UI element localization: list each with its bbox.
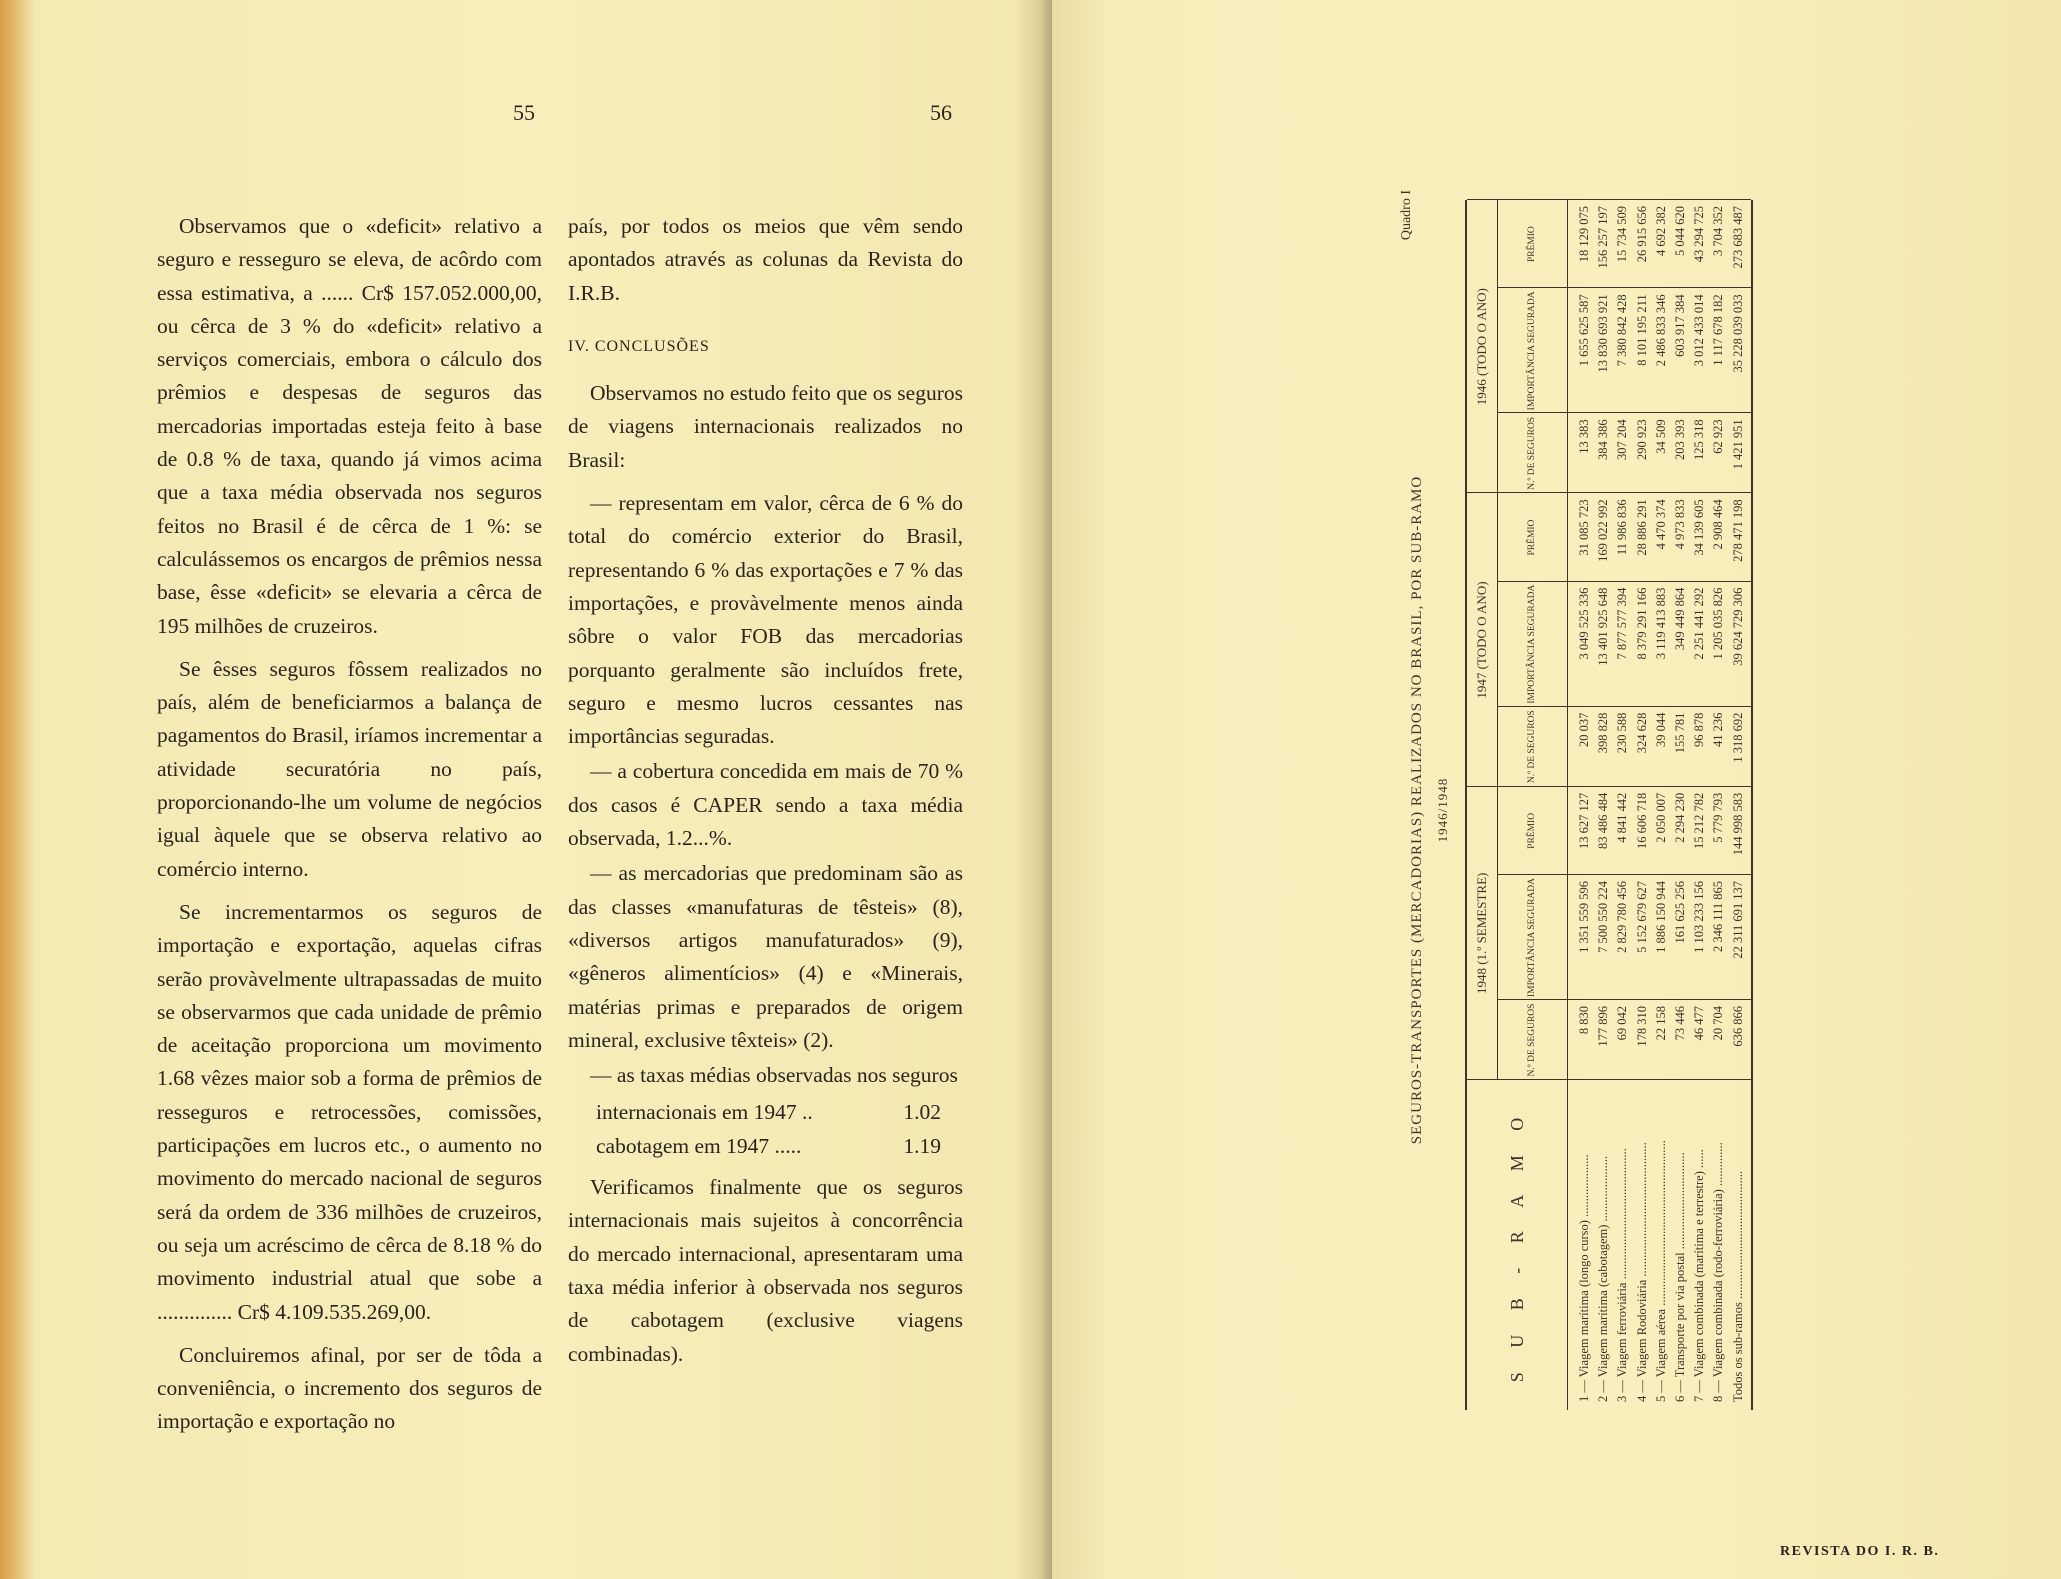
table-cell: 13 383 bbox=[1577, 419, 1591, 454]
book-gutter bbox=[1015, 0, 1052, 1579]
table-cell: 2 050 007 bbox=[1653, 792, 1668, 843]
table-cell: 603 917 384 bbox=[1673, 294, 1687, 357]
row-label: Todos os sub-ramos ......................................... bbox=[1730, 1170, 1745, 1402]
table-cell: 8 379 291 166 bbox=[1634, 587, 1649, 660]
table-cell: 324 628 bbox=[1634, 712, 1649, 754]
table-cell: 26 915 656 bbox=[1634, 206, 1649, 263]
table-cell: 203 393 bbox=[1673, 419, 1687, 460]
column-header: IMPORTÂNCIA SEGURADA bbox=[1497, 581, 1568, 707]
table-cell: 290 923 bbox=[1634, 419, 1649, 460]
table-cell: 96 878 bbox=[1692, 712, 1707, 748]
paragraph: país, por todos os meios que vêm sendo apontados através as colunas da Revista do I.R.B. bbox=[568, 214, 963, 305]
table-cell: 273 683 487 bbox=[1730, 206, 1745, 269]
table-cell: 7 500 550 224 bbox=[1596, 881, 1611, 953]
rate-value: 1.19 bbox=[903, 1133, 941, 1158]
table-cell: 230 588 bbox=[1615, 712, 1630, 754]
column-header: N.º DE SEGUROS bbox=[1497, 412, 1568, 493]
table-cell: 15 212 782 bbox=[1692, 792, 1707, 849]
table-cell: 8 101 195 211 bbox=[1634, 294, 1649, 366]
table-cell: 4 692 382 bbox=[1653, 206, 1668, 257]
table-cell: 3 119 413 883 bbox=[1653, 587, 1668, 660]
table-cell: 13 830 693 921 bbox=[1596, 294, 1611, 373]
text-column-left bbox=[157, 210, 542, 1449]
table-cell: 15 734 509 bbox=[1615, 206, 1630, 263]
table-cell: 18 129 075 bbox=[1577, 206, 1591, 263]
table-cell: 4 973 833 bbox=[1673, 499, 1687, 550]
table-title: SEGUROS-TRANSPORTES (MERCADORIAS) REALIZADOS NO BRASIL, POR SUB-RAMO bbox=[1409, 475, 1425, 1145]
table-cell: 41 236 bbox=[1711, 712, 1726, 748]
page-number-56: 56 bbox=[930, 100, 952, 125]
table-cell: 1 421 951 bbox=[1730, 419, 1745, 470]
table-cell: 278 471 198 bbox=[1730, 499, 1745, 562]
table-cell: 2 294 230 bbox=[1673, 792, 1687, 843]
table-cell: 11 986 836 bbox=[1615, 499, 1630, 556]
table-cell: 83 486 484 bbox=[1596, 792, 1611, 849]
table-cell: 398 828 bbox=[1596, 712, 1611, 754]
column-header: PRÊMIO bbox=[1497, 199, 1568, 288]
table-cell: 1 351 559 596 bbox=[1577, 881, 1591, 953]
row-label: 4 — Viagem Rodoviária ........................................... bbox=[1634, 1142, 1649, 1402]
text-column-right bbox=[568, 210, 963, 1381]
table-cell: 1 886 150 944 bbox=[1653, 881, 1668, 953]
table-cell: 2 486 833 346 bbox=[1653, 294, 1668, 367]
rate-line-cabotagem bbox=[568, 1130, 963, 1163]
table-cell: 20 037 bbox=[1577, 712, 1591, 748]
table-cell: 155 781 bbox=[1673, 712, 1687, 754]
table-cell: 178 310 bbox=[1634, 1006, 1649, 1047]
table-cell: 1 318 692 bbox=[1730, 712, 1745, 763]
table-cell: 3 012 433 014 bbox=[1692, 294, 1707, 367]
table-subtitle: 1946/1948 bbox=[1435, 777, 1450, 843]
rate-line-international bbox=[568, 1096, 963, 1129]
row-label: 1 — Viagem marítima (longo curso) .................... bbox=[1577, 1154, 1591, 1402]
table-cell: 43 294 725 bbox=[1692, 206, 1707, 263]
bullet-paragraph: — as mercadorias que predominam são as das classes «manufaturas de têsteis» (8), «diversos artigos manufaturados» (9), «gêneros alimentícios» (4) e «Minerais, matérias primas e preparados de origem mineral, exclusive têxteis» (2). bbox=[568, 861, 963, 1052]
table-cell: 1 655 625 587 bbox=[1577, 294, 1591, 367]
table-cell: 7 877 577 394 bbox=[1615, 587, 1630, 660]
bullet-paragraph: — representam em valor, cêrca de 6 % do total do comércio exterior do Brasil, representando 6 % das exportações e 7 % das importações, e provàvelmente menos ainda sôbre o valor FOB das mercadorias porquanto geralmente são incluídos frete, seguro e mesmo lucros cessantes nas importâncias seguradas. bbox=[568, 491, 963, 749]
table-cell: 3 704 352 bbox=[1711, 206, 1726, 257]
bullet-paragraph: — as taxas médias observadas nos seguros bbox=[590, 1063, 958, 1088]
table-cell: 2 251 441 292 bbox=[1692, 587, 1707, 660]
table-cell: 636 866 bbox=[1730, 1006, 1745, 1047]
table-cell: 35 228 039 033 bbox=[1730, 294, 1745, 373]
table-cell: 20 704 bbox=[1711, 1006, 1726, 1041]
section-heading: IV. CONCLUSÕES bbox=[568, 337, 710, 355]
year-header: 1947 (TODO O ANO) bbox=[1467, 492, 1498, 786]
table-cell: 34 509 bbox=[1653, 419, 1668, 454]
table-cell: 13 401 925 648 bbox=[1596, 587, 1611, 666]
year-header: 1946 (TODO O ANO) bbox=[1467, 199, 1498, 493]
table-cell: 31 085 723 bbox=[1577, 499, 1591, 556]
table-cell: 46 477 bbox=[1692, 1006, 1707, 1041]
row-label: 7 — Viagem combinada (marítima e terrestre) ...... bbox=[1692, 1149, 1707, 1402]
table-cell: 22 158 bbox=[1653, 1006, 1668, 1041]
table-cell: 73 446 bbox=[1673, 1006, 1687, 1041]
table-cell: 4 470 374 bbox=[1653, 499, 1668, 550]
paragraph: Observamos que o «deficit» relativo a seguro e resseguro se eleva, de acôrdo com essa estimativa, a ...... Cr$ 157.052.000,00, ou cêrca de 3 % do «deficit» relativo a serviços comerciais, embora o cálculo dos prêmios e despesas de seguros das mercadorias importadas esteja feito à base de 0.8 % de taxa, quando já vimos acima que a taxa média observada nos seguros feitos no Brasil é de cêrca de 1 %: se calculássemos os encargos de prêmios nessa base, êsse «deficit» se elevaria a cêrca de 195 milhões de cruzeiros. bbox=[157, 214, 542, 638]
table-cell: 16 606 718 bbox=[1634, 792, 1649, 849]
table-cell: 2 908 464 bbox=[1711, 499, 1726, 550]
rate-label: internacionais em 1947 .. bbox=[596, 1100, 813, 1125]
table-row bbox=[1731, 1080, 1753, 1410]
row-label: 2 — Viagem marítima (cabotagem) ..................... bbox=[1596, 1155, 1611, 1402]
table-cell: 169 022 992 bbox=[1596, 499, 1611, 562]
row-label: 3 — Viagem ferroviária .......................................... bbox=[1615, 1148, 1630, 1402]
table-cell: 384 386 bbox=[1596, 419, 1611, 460]
paragraph: Concluiremos afinal, por ser de tôda a conveniência, o incremento dos seguros de importação e exportação no bbox=[157, 1342, 542, 1434]
page-edge bbox=[0, 0, 36, 1579]
table-cell: 1 205 035 826 bbox=[1711, 587, 1726, 660]
year-header: 1948 (1.º SEMESTRE) bbox=[1467, 786, 1498, 1080]
table-cell: 7 380 842 428 bbox=[1615, 294, 1630, 367]
table-cell: 39 624 729 306 bbox=[1730, 587, 1745, 666]
paragraph: Verificamos finalmente que os seguros internacionais mais sujeitos à concorrência do mercado internacional, apresentaram uma taxa média inferior à observada nos seguros de cabotagem (exclusive viagens combinadas). bbox=[568, 1175, 963, 1366]
table-cell: 2 829 780 456 bbox=[1615, 881, 1630, 953]
row-label: 8 — Viagem combinada (rodo-ferroviária) .............. bbox=[1711, 1142, 1726, 1402]
page-number-55: 55 bbox=[513, 100, 535, 125]
table-cell: 144 998 583 bbox=[1730, 792, 1745, 856]
table-cell: 69 042 bbox=[1615, 1006, 1630, 1041]
table-cell: 13 627 127 bbox=[1577, 792, 1591, 849]
table-cell: 5 152 679 627 bbox=[1634, 881, 1649, 953]
rate-value: 1.02 bbox=[903, 1100, 941, 1125]
table-cell: 22 311 691 137 bbox=[1730, 881, 1745, 959]
table-cell: 2 346 111 865 bbox=[1711, 881, 1726, 952]
column-header: IMPORTÂNCIA SEGURADA bbox=[1497, 287, 1568, 413]
table-cell: 5 044 620 bbox=[1673, 206, 1687, 257]
table-cell: 349 449 864 bbox=[1673, 587, 1687, 651]
table-label: Quadro I bbox=[1399, 190, 1414, 241]
table-cell: 161 625 256 bbox=[1673, 881, 1687, 944]
table-cell: 62 923 bbox=[1711, 419, 1726, 454]
column-header: N.º DE SEGUROS bbox=[1497, 706, 1568, 787]
table-cell: 34 139 605 bbox=[1692, 499, 1707, 556]
column-header: N.º DE SEGUROS bbox=[1497, 999, 1568, 1080]
table-cell: 39 044 bbox=[1653, 712, 1668, 748]
row-label: 5 — Viagem aérea ..................................................... bbox=[1653, 1140, 1668, 1402]
table-cell: 177 896 bbox=[1596, 1006, 1611, 1047]
column-header: IMPORTÂNCIA SEGURADA bbox=[1497, 874, 1568, 1000]
table-cell: 5 779 793 bbox=[1711, 792, 1726, 843]
table-cell: 8 830 bbox=[1577, 1006, 1591, 1035]
table-cell: 307 204 bbox=[1615, 419, 1630, 460]
rotated-table bbox=[1379, 190, 1749, 1430]
row-label: 6 — Transporte por via postal ............................... bbox=[1673, 1152, 1687, 1402]
table-cell: 156 257 197 bbox=[1596, 206, 1611, 269]
paragraph: Observamos no estudo feito que os seguros de viagens internacionais realizados no Brasil: bbox=[568, 381, 963, 472]
rate-label: cabotagem em 1947 ..... bbox=[596, 1133, 802, 1158]
table-cell: 125 318 bbox=[1692, 419, 1707, 460]
table-frame bbox=[1465, 200, 1753, 1410]
paragraph: Se incrementarmos os seguros de importação e exportação, aquelas cifras serão provàvelmente ultrapassadas de muito se observarmos que cada unidade de prêmio de aceitação proporciona um movimento 1.68 vêzes maior sob a forma de prêmios de resseguros e retrocessões, comissões, participações em lucros etc., o aumento no movimento do mercado nacional de seguros será da ordem de 336 milhões de cruzeiros, ou seja um acréscimo de cêrca de 8.18 % do movimento industrial atual que sobe a .............. Cr$ 4.109.535.269,00. bbox=[157, 899, 542, 1324]
bullet-paragraph: — a cobertura concedida em mais de 70 % dos casos é CAPER sendo a taxa média observada, 1.2...%. bbox=[568, 759, 963, 851]
table-cell: 3 049 525 336 bbox=[1577, 587, 1591, 660]
column-header: PRÊMIO bbox=[1497, 492, 1568, 581]
column-header: PRÊMIO bbox=[1497, 786, 1568, 875]
table-cell: 4 841 442 bbox=[1615, 792, 1630, 843]
table-cell: 1 103 233 156 bbox=[1692, 881, 1707, 953]
paragraph: Se êsses seguros fôssem realizados no país, além de beneficiarmos a balança de pagamentos do Brasil, iríamos incrementar a atividade securatória no país, proporcionando-lhe um volume de negócios igual àquele que se observa relativo ao comércio interno. bbox=[157, 656, 542, 881]
table-cell: 1 117 678 182 bbox=[1711, 294, 1726, 366]
sub-ramo-header: S U B - R A M O bbox=[1467, 1080, 1568, 1410]
table-cell: 28 886 291 bbox=[1634, 499, 1649, 556]
journal-footer: REVISTA DO I. R. B. bbox=[1780, 1544, 1940, 1559]
